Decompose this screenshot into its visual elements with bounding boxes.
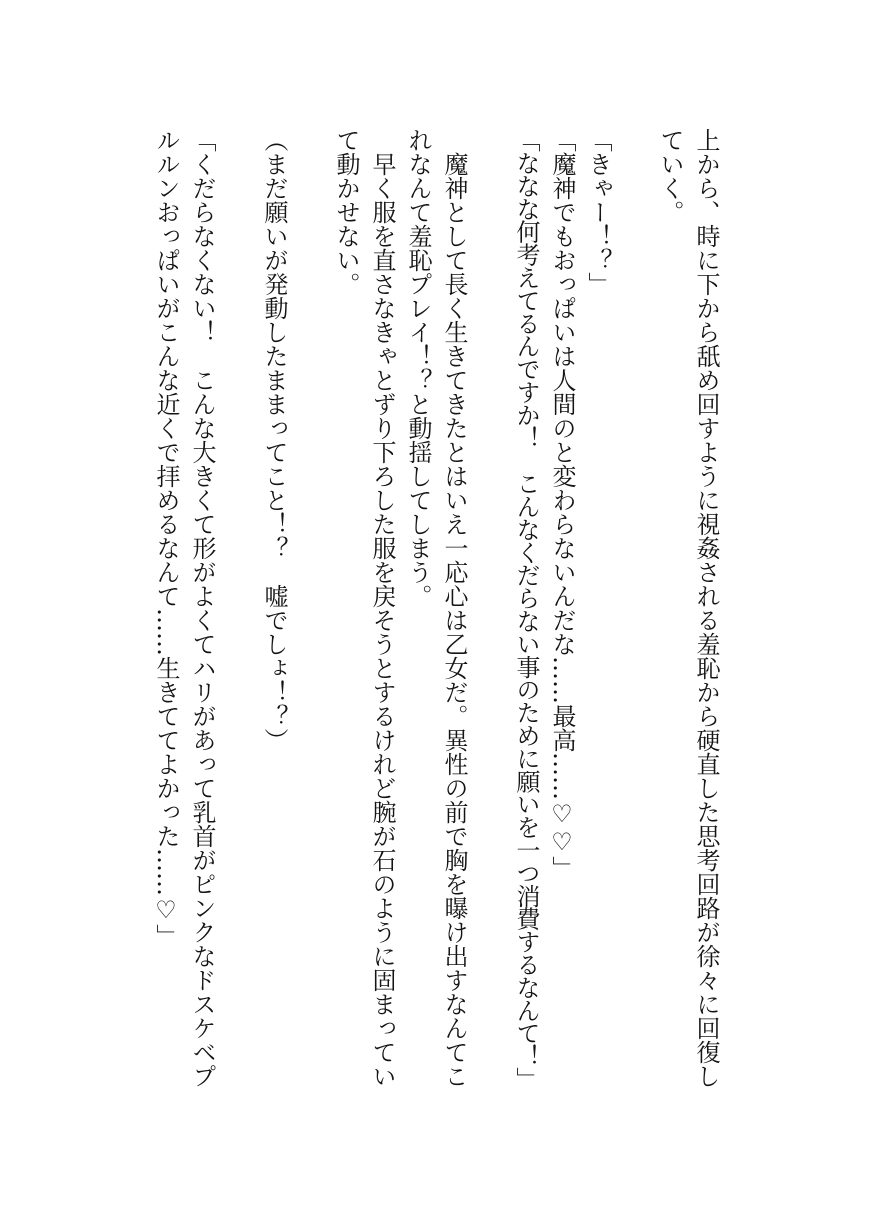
inner-monologue-block bbox=[256, 128, 292, 1088]
paragraph-block bbox=[328, 128, 472, 1088]
vertical-text-body bbox=[148, 128, 724, 1088]
dialogue-line: 「くだらなくない！ こんな大きくて形がよくてハリがあって乳首がピンクなドスケベプ bbox=[188, 128, 216, 1088]
dialogue-line: 「ななな何考えてるんですか！ こんなくだらない事のために願いを一つ消費するなんて！」 bbox=[512, 128, 540, 1090]
text-line: ていく。 bbox=[656, 128, 684, 224]
dialogue-block bbox=[148, 128, 220, 1088]
text-line: て動かせない。 bbox=[332, 128, 360, 296]
text-line: 上から、時に下から舐め回すように視姦される羞恥から硬直した思考回路が徐々に回復し bbox=[692, 128, 720, 1088]
monologue-line: （まだ願いが発動したままってこと！？ 嘘でしょ！？） bbox=[260, 128, 288, 752]
dialogue-line: ルルンおっぱいがこんな近くで拝めるなんて……生きててよかった……♡」 bbox=[152, 128, 180, 948]
dialogue-line: 「魔神でもおっぱいは人間のと変わらないんだな……最高……♡♡」 bbox=[548, 128, 576, 880]
text-line: 魔神として長く生きてきたとはいえ一応心は乙女だ。異性の前で胸を曝け出すなんてこ bbox=[440, 128, 468, 1088]
dialogue-line: 「きゃー！？」 bbox=[584, 128, 612, 296]
text-line: 早く服を直さなきゃとずり下ろした服を戻そうとするけれど腕が石のように固まってい bbox=[368, 128, 396, 1088]
dialogue-block bbox=[508, 128, 616, 1088]
text-line: れなんて羞恥プレイ！？と動揺してしまう。 bbox=[404, 128, 432, 608]
paragraph-block bbox=[652, 128, 724, 1088]
